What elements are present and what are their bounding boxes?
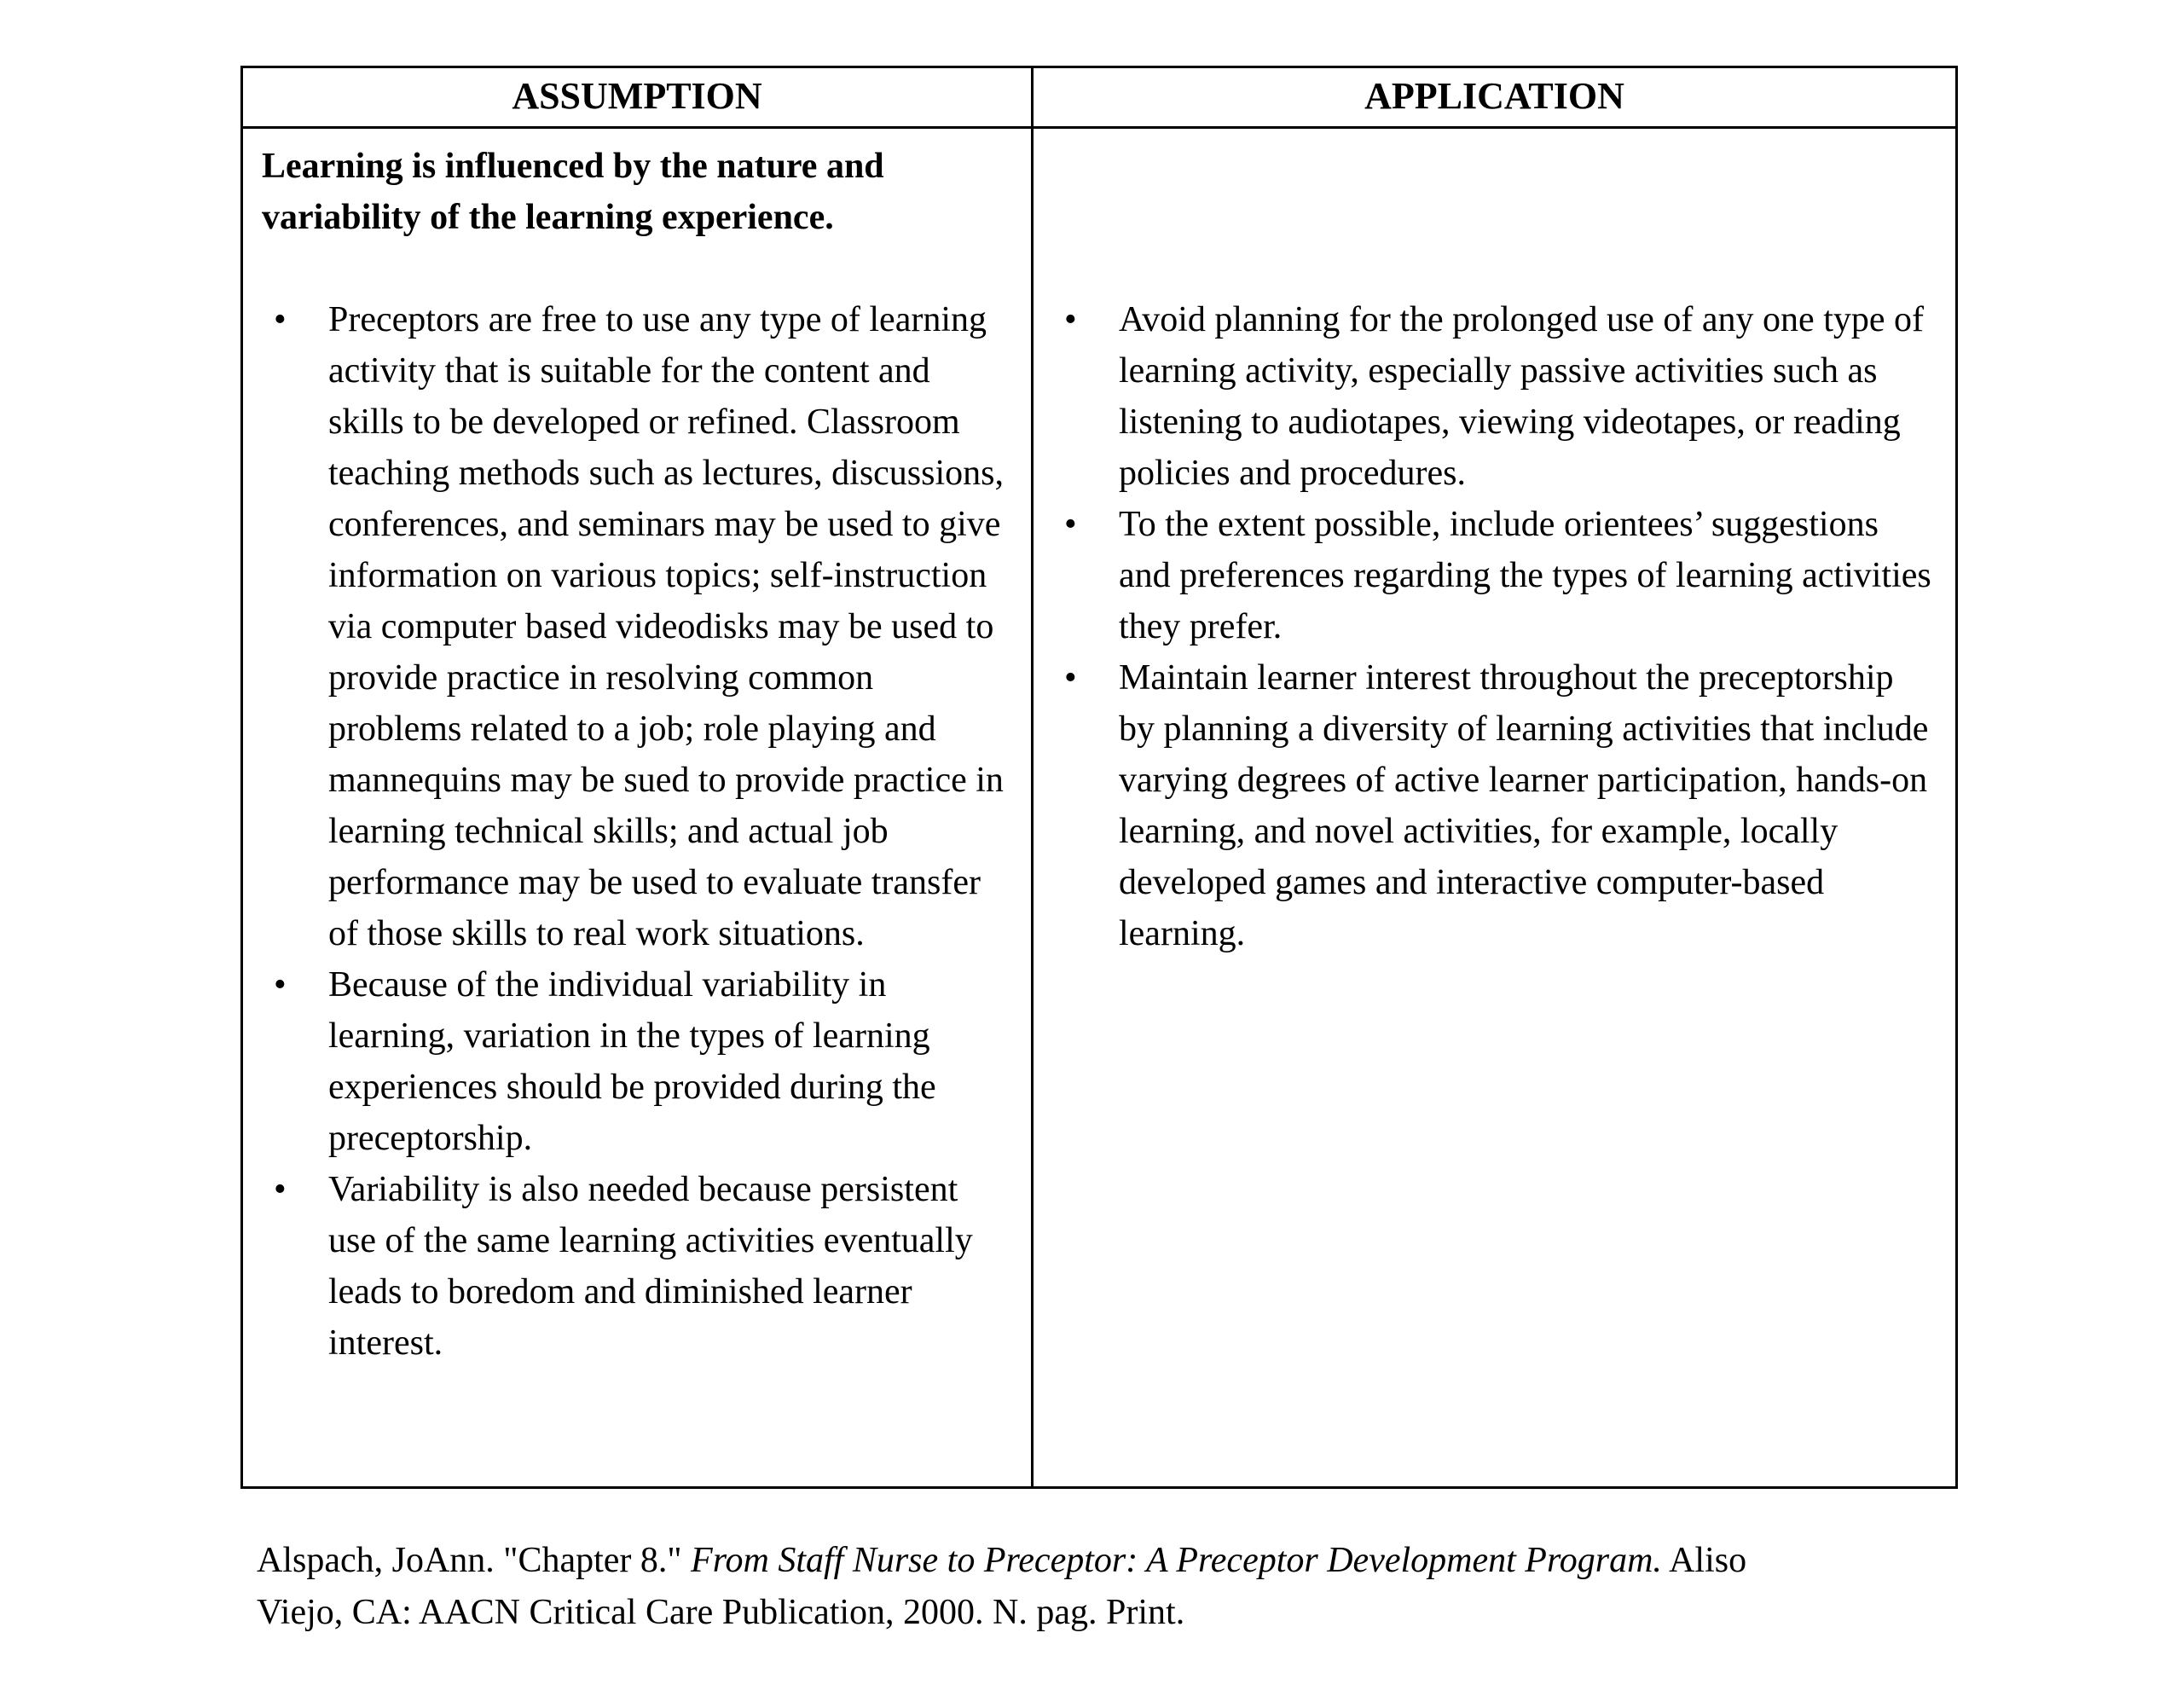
table-header-row <box>243 68 1955 129</box>
assumption-cell <box>243 129 1034 1486</box>
citation <box>257 1535 1809 1639</box>
assumption-bullet-item <box>262 959 1012 1164</box>
citation-post: Aliso Viejo, CA: AACN Critical Care Publication, 2000. N. pag. Print. <box>257 1541 1747 1632</box>
bullet-icon: • <box>274 300 287 339</box>
column-header-assumption: ASSUMPTION <box>243 68 1034 126</box>
application-cell <box>1034 129 1955 1486</box>
assumption-application-table <box>240 66 1958 1489</box>
citation-title: From Staff Nurse to Preceptor: A Preceptor Development Program. <box>691 1541 1662 1580</box>
bullet-text: Preceptors are free to use any type of learning activity that is suitable for the content and skills to be developed or refined. Classroom teaching methods such as lectures, discussions, conferences, and seminars may be used to give information on various topics; self-instruction via computer based videodisks may be used to provide practice in resolving common problems related to a job; role playing and mannequins may be sued to provide practice in learning technical skills; and actual job performance may be used to evaluate transfer of those skills to real work situations. <box>328 300 1005 953</box>
bullet-icon: • <box>1064 300 1077 339</box>
bullet-icon: • <box>1064 658 1077 698</box>
assumption-bullet-item <box>262 294 1012 959</box>
bullet-text: Avoid planning for the prolonged use of any one type of learning activity, especially passive activities such as listening to audiotapes, viewing videotapes, or reading policies and procedures. <box>1119 300 1924 493</box>
table-body-row <box>243 129 1955 1486</box>
application-bullet-item <box>1052 652 1937 959</box>
assumption-bullet-item <box>262 1164 1012 1369</box>
bullet-icon: • <box>274 965 287 1005</box>
application-bullet-item <box>1052 499 1937 652</box>
application-bullet-item <box>1052 294 1937 499</box>
column-header-application: APPLICATION <box>1364 75 1624 117</box>
assumption-bullet-list <box>262 294 1012 1369</box>
application-bullet-list <box>1052 294 1937 959</box>
assumption-heading: Learning is influenced by the nature and variability of the learning experience. <box>262 147 884 237</box>
bullet-text: To the extent possible, include orientees’ suggestions and preferences regarding the types of learning activities they prefer. <box>1119 505 1931 646</box>
bullet-icon: • <box>1064 505 1077 544</box>
citation-pre: Alspach, JoAnn. "Chapter 8." <box>257 1541 692 1580</box>
bullet-text: Maintain learner interest throughout the preceptorship by planning a diversity of learning activities that include varying degrees of active learner participation, hands-on learning, and novel activities, for example, locally developed games and interactive computer-based learning. <box>1119 658 1929 953</box>
bullet-icon: • <box>274 1170 287 1209</box>
bullet-text: Because of the individual variability in learning, variation in the types of learning experiences should be provided during the preceptorship. <box>328 965 936 1158</box>
bullet-text: Variability is also needed because persistent use of the same learning activities eventually leads to boredom and diminished learner interest. <box>328 1170 973 1363</box>
